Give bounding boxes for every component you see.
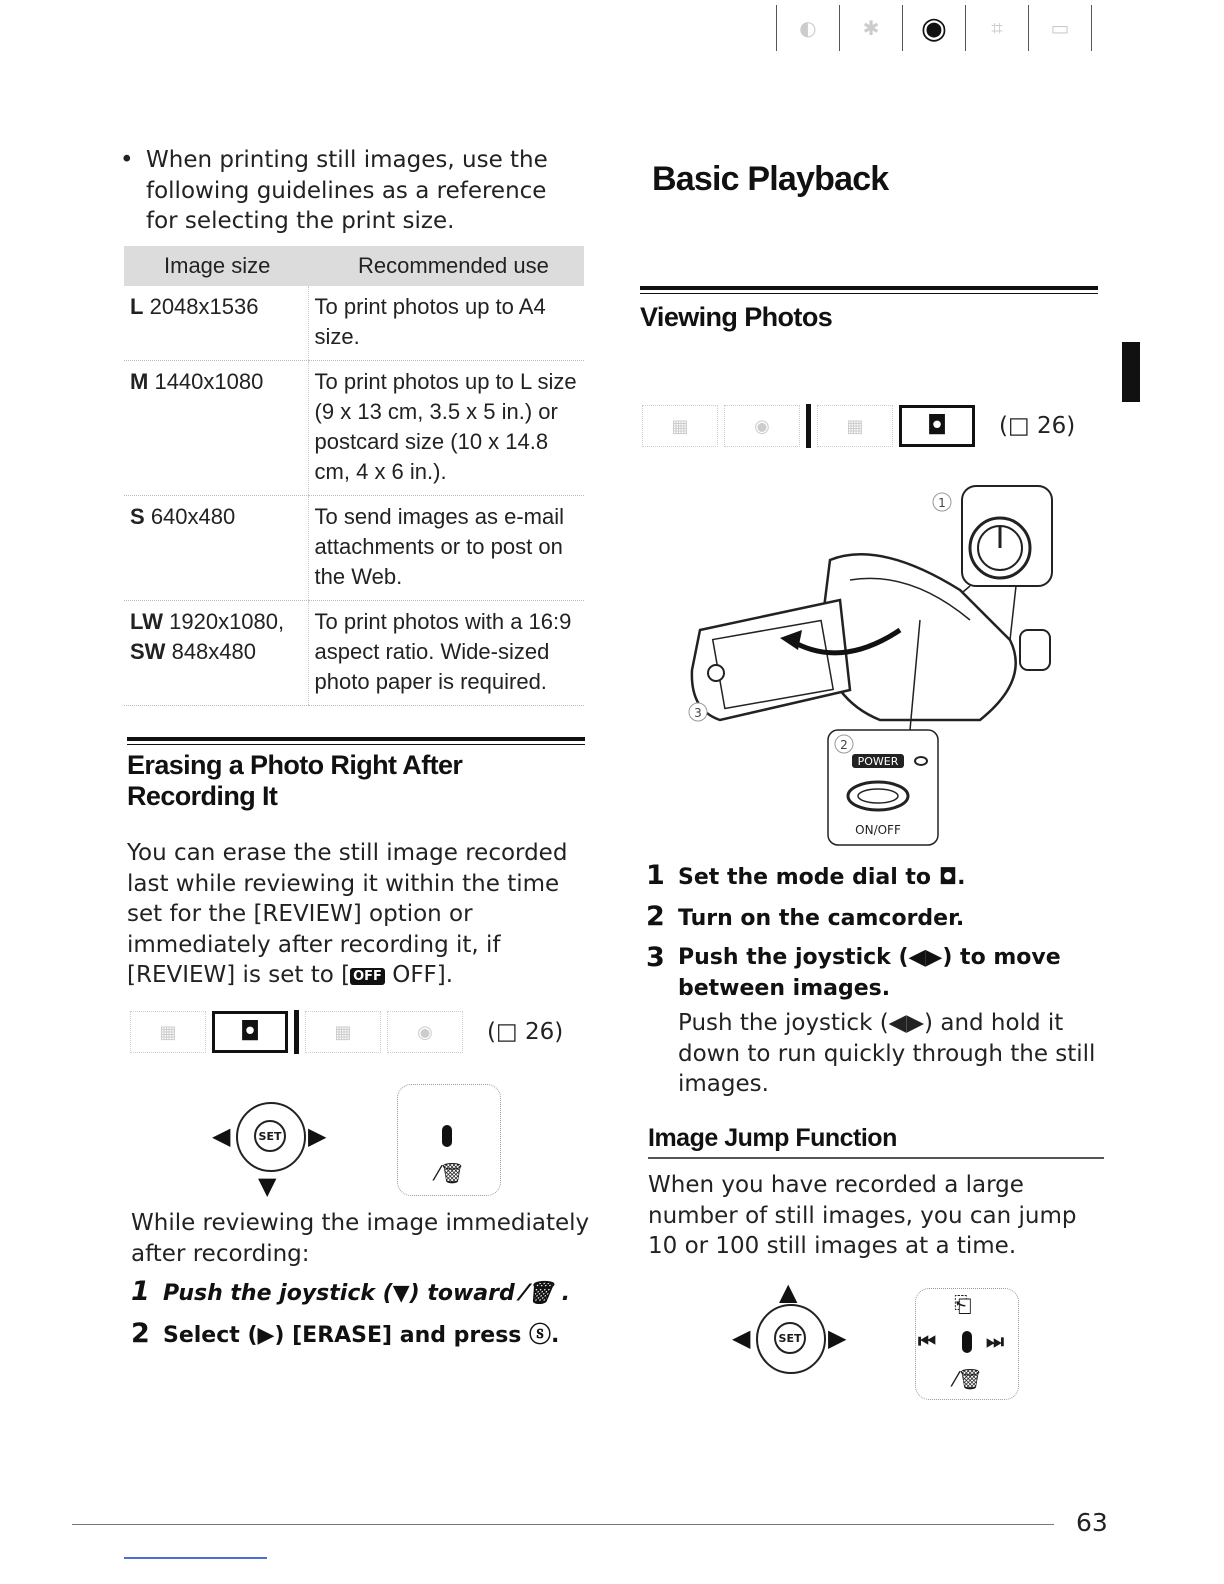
erase-step: 2 Select (▶) [ERASE] and press ⓢ. (131, 1318, 560, 1349)
page-reference: (□ 26) (999, 413, 1076, 439)
while-reviewing-text: While reviewing the image immediately after recording: (131, 1210, 590, 1267)
joystick-diagram: SET ◀ ▶ ▼ (212, 1098, 332, 1198)
viewing-section-rule (640, 286, 1098, 294)
print-size-bullet: • When printing still images, use the following guidelines as a reference for selecting the print size. (120, 147, 548, 234)
power-label: POWER (857, 755, 899, 768)
erasing-section-title: Erasing a Photo Right After Recording It (127, 750, 463, 811)
table-row: S 640x480 To send images as e-mail attachments or to post on the Web. (124, 496, 584, 601)
footer-rule (72, 1524, 1054, 1525)
arrow-right-icon: ▶ (828, 1324, 847, 1352)
jump-guide-panel (915, 1288, 1019, 1400)
joystick-guide-panel (397, 1084, 501, 1196)
table-header: Image size (124, 246, 308, 286)
image-jump-text: When you have recorded a large number of still images, you can jump 10 or 100 still images at a time. (648, 1172, 1077, 1259)
print-size-table (124, 246, 584, 706)
arrow-up-icon: ▲ (779, 1278, 798, 1306)
arrow-down-icon: ▼ (258, 1172, 277, 1200)
image-jump-title: Image Jump Function (648, 1124, 1104, 1159)
mode-box: ▦ (130, 1011, 206, 1053)
page-number: 63 (1076, 1508, 1108, 1537)
mode-icon: ⌗ (991, 16, 1003, 40)
mode-icon: ◐ (799, 16, 817, 40)
arrow-left-icon: ◀ (212, 1122, 231, 1150)
page-reference: (□ 26) (487, 1019, 564, 1045)
mode-icon-active: ◉ (920, 10, 948, 46)
step3-detail: Push the joystick (◀▶) and hold it down to run quickly through the still images. (678, 1010, 1096, 1097)
mode-icon: ▭ (1050, 16, 1070, 40)
table-header: Recommended use (308, 246, 584, 286)
off-badge: OFF (350, 968, 385, 985)
callout-2: 2 (840, 738, 848, 752)
skip-back-icon: ⏮ (918, 1329, 936, 1353)
callout-3: 3 (694, 706, 702, 720)
arrow-left-icon: ◀ (732, 1324, 751, 1352)
callout-1: 1 (938, 496, 946, 510)
table-row: M 1440x1080 To print photos up to L size (9 x 13 cm, 3.5 x 5 in.) or postcard size (10 x 14.8 cm, 4 x 6 in.). (124, 361, 584, 496)
jump-icon: ⎗ (954, 1293, 972, 1318)
page-title: Basic Playback (652, 160, 889, 198)
mode-box: ▦ (305, 1011, 381, 1053)
table-row: L 2048x1536 To print photos up to A4 size. (124, 286, 584, 361)
chapter-tab-marker (1122, 342, 1140, 402)
camcorder-illustration (680, 480, 1080, 850)
arrow-right-icon: ▶ (308, 1122, 327, 1150)
trash-icon: ⁄🗑 (954, 1367, 983, 1391)
mode-box: ▦ (642, 405, 718, 447)
erase-mode-row (130, 1010, 563, 1054)
viewing-section-title: Viewing Photos (640, 302, 833, 332)
onoff-label: ON/OFF (855, 823, 901, 837)
table-row: LW 1920x1080, SW 848x480 To print photos with a 16:9 aspect ratio. Wide-sized photo paper is required. (124, 601, 584, 706)
erasing-section-rule (127, 737, 585, 745)
skip-forward-icon: ⏭ (986, 1329, 1004, 1353)
trash-icon: ⁄🗑 (436, 1161, 465, 1185)
viewing-mode-row (642, 404, 1075, 448)
footer-accent-line (124, 1557, 267, 1559)
mode-box: ◉ (387, 1011, 463, 1053)
mode-icon: ✱ (862, 16, 880, 40)
viewing-step: 2 Turn on the camcorder. (646, 901, 965, 932)
mode-box: ▦ (817, 405, 893, 447)
viewing-step: 1 Set the mode dial to ◘. (646, 860, 966, 891)
jump-joystick-diagram: ▲ SET ◀ ▶ (732, 1280, 852, 1380)
mode-indicator-strip (772, 4, 1096, 52)
erase-step: 1 Push the joystick (▼) toward ⁄🗑 . (131, 1276, 571, 1307)
erasing-paragraph: You can erase the still image recorded last while reviewing it within the time set for the [REVIEW] option or immediately after recording it, if [REVIEW] is set to [ OFF OFF]. (127, 840, 568, 988)
viewing-step: 3 Push the joystick (◀▶) to move between images. (646, 942, 1061, 1001)
photo-mode-box: ◘ (212, 1011, 288, 1053)
photo-playback-mode-box: ◘ (899, 405, 975, 447)
mode-box: ◉ (724, 405, 800, 447)
